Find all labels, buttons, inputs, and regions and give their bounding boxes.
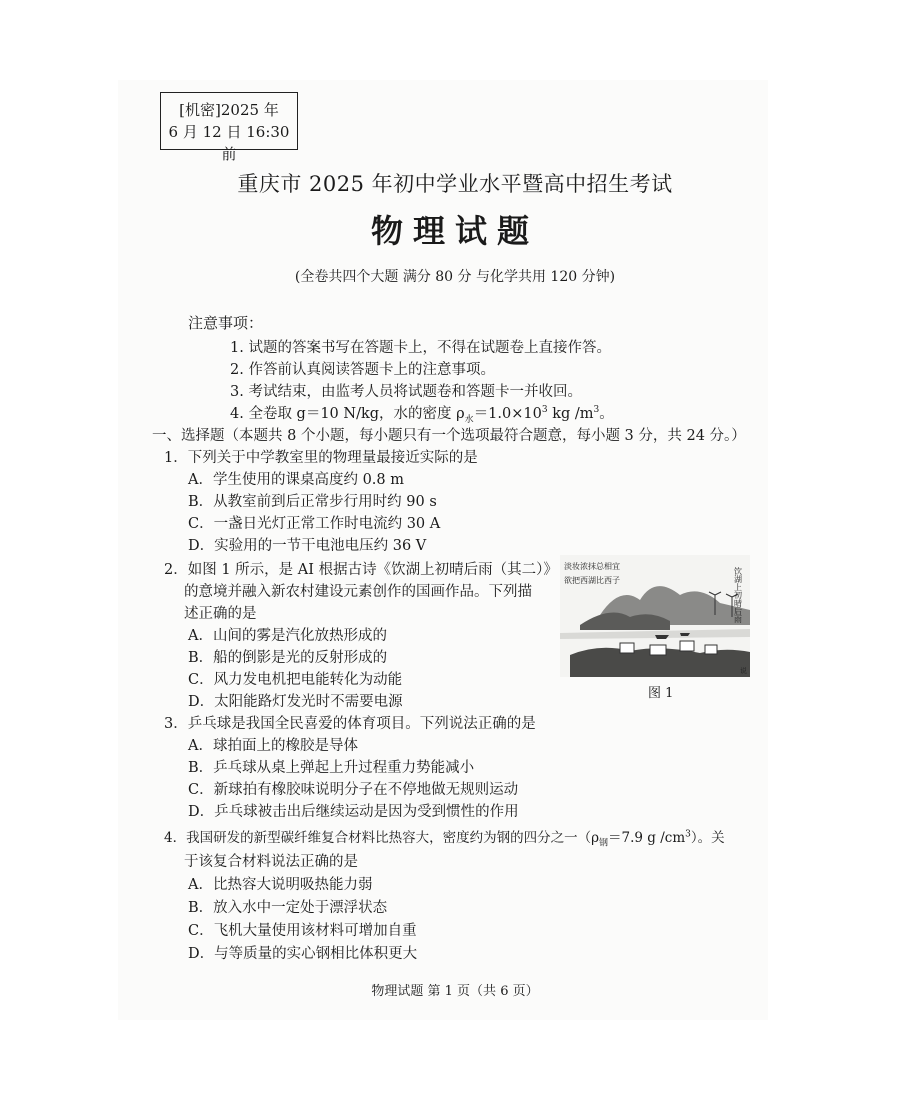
painting-seal-text: 饮湖上初晴后雨 (733, 567, 743, 623)
q2-option-d: D．太阳能路灯发光时不需要电源 (188, 694, 403, 710)
q3-stem: 3．乒乓球是我国全民喜爱的体育项目。下列说法正确的是 (164, 716, 536, 732)
q4-option-c: C．飞机大量使用该材料可增加自重 (188, 923, 417, 939)
notice-item-1: 1. 试题的答案书写在答题卡上，不得在试题卷上直接作答。 (230, 340, 611, 356)
section-1-heading: 一、选择题（本题共 8 个小题，每小题只有一个选项最符合题意，每小题 3 分，共 24 分。） (152, 428, 746, 444)
q3-option-c: C．新球拍有橡胶味说明分子在不停地做无规则运动 (188, 782, 519, 798)
q4-option-a: A．比热容大说明吸热能力弱 (188, 877, 373, 893)
notice-item-2: 2. 作答前认真阅读答题卡上的注意事项。 (230, 362, 495, 378)
q2-option-b: B．船的倒影是光的反射形成的 (188, 650, 388, 666)
q1-stem: 1．下列关于中学教室里的物理量最接近实际的是 (164, 450, 478, 466)
painting-corner-mark: 说 (740, 667, 747, 675)
q1-option-d: D．实验用的一节干电池电压约 36 V (188, 538, 427, 554)
notice-item-3: 3. 考试结束，由监考人员将试题卷和答题卡一并收回。 (230, 384, 582, 400)
painting-poem-left: 淡妆浓抹总相宜 (564, 562, 620, 571)
q1-option-b: B．从教室前到后正常步行用时约 90 s (188, 494, 437, 510)
q3-option-a: A．球拍面上的橡胶是导体 (188, 738, 358, 754)
confidential-line-1: [机密]2025 年 (179, 101, 279, 119)
notice-item-4: 4. 全卷取 g＝10 N/kg，水的密度 $\rho_水=1.0\times 10^3$ kg $/m^3$。 (230, 405, 614, 425)
q2-stem-line-2: 的意境并融入新农村建设元素创作的国画作品。下列描 (184, 584, 532, 600)
q4-stem-line-1: 4．我国研发的新型碳纤维复合材料比热容大，密度约为钢的四分之一（$\rho_钢=7.9$ g $/cm^3$）。关 (164, 829, 725, 849)
q4-option-b: B．放入水中一定处于漂浮状态 (188, 900, 388, 916)
q4-stem-line-2: 于该复合材料说法正确的是 (184, 854, 358, 870)
q2-option-a: A．山间的雾是汽化放热形成的 (188, 628, 387, 644)
page-footer: 物理试题 第 1 页（共 6 页） (371, 984, 539, 999)
q4-option-d: D．与等质量的实心钢相比体积更大 (188, 946, 418, 962)
q2-option-c: C．风力发电机把电能转化为动能 (188, 672, 403, 688)
q3-option-d: D．乒乓球被击出后继续运动是因为受到惯性的作用 (188, 804, 519, 820)
confidential-stamp-box (160, 92, 298, 163)
figure-1-ink-painting (560, 555, 750, 677)
q2-stem-line-3: 述正确的是 (184, 606, 257, 622)
q2-stem-line-1: 2．如图 1 所示，是 AI 根据古诗《饮湖上初晴后雨（其二）》 (164, 562, 558, 578)
q1-option-c: C．一盏日光灯正常工作时电流约 30 A (188, 516, 441, 532)
exam-info: (全卷共四个大题 满分 80 分 与化学共用 120 分钟) (294, 269, 616, 285)
ink-painting-illustration (560, 555, 750, 677)
q3-option-b: B．乒乓球从桌上弹起上升过程重力势能减小 (188, 760, 475, 776)
exam-title: 重庆市 2025 年初中学业水平暨高中招生考试 (237, 172, 673, 196)
subject-title: 物理试题 (370, 212, 539, 250)
notice-heading: 注意事项： (188, 314, 264, 332)
painting-poem-right: 欲把西湖比西子 (564, 576, 620, 585)
confidential-line-2: 6 月 12 日 16:30 前 (168, 123, 290, 163)
q1-option-a: A．学生使用的课桌高度约 0.8 m (188, 472, 404, 488)
figure-1-caption: 图 1 (648, 686, 674, 701)
